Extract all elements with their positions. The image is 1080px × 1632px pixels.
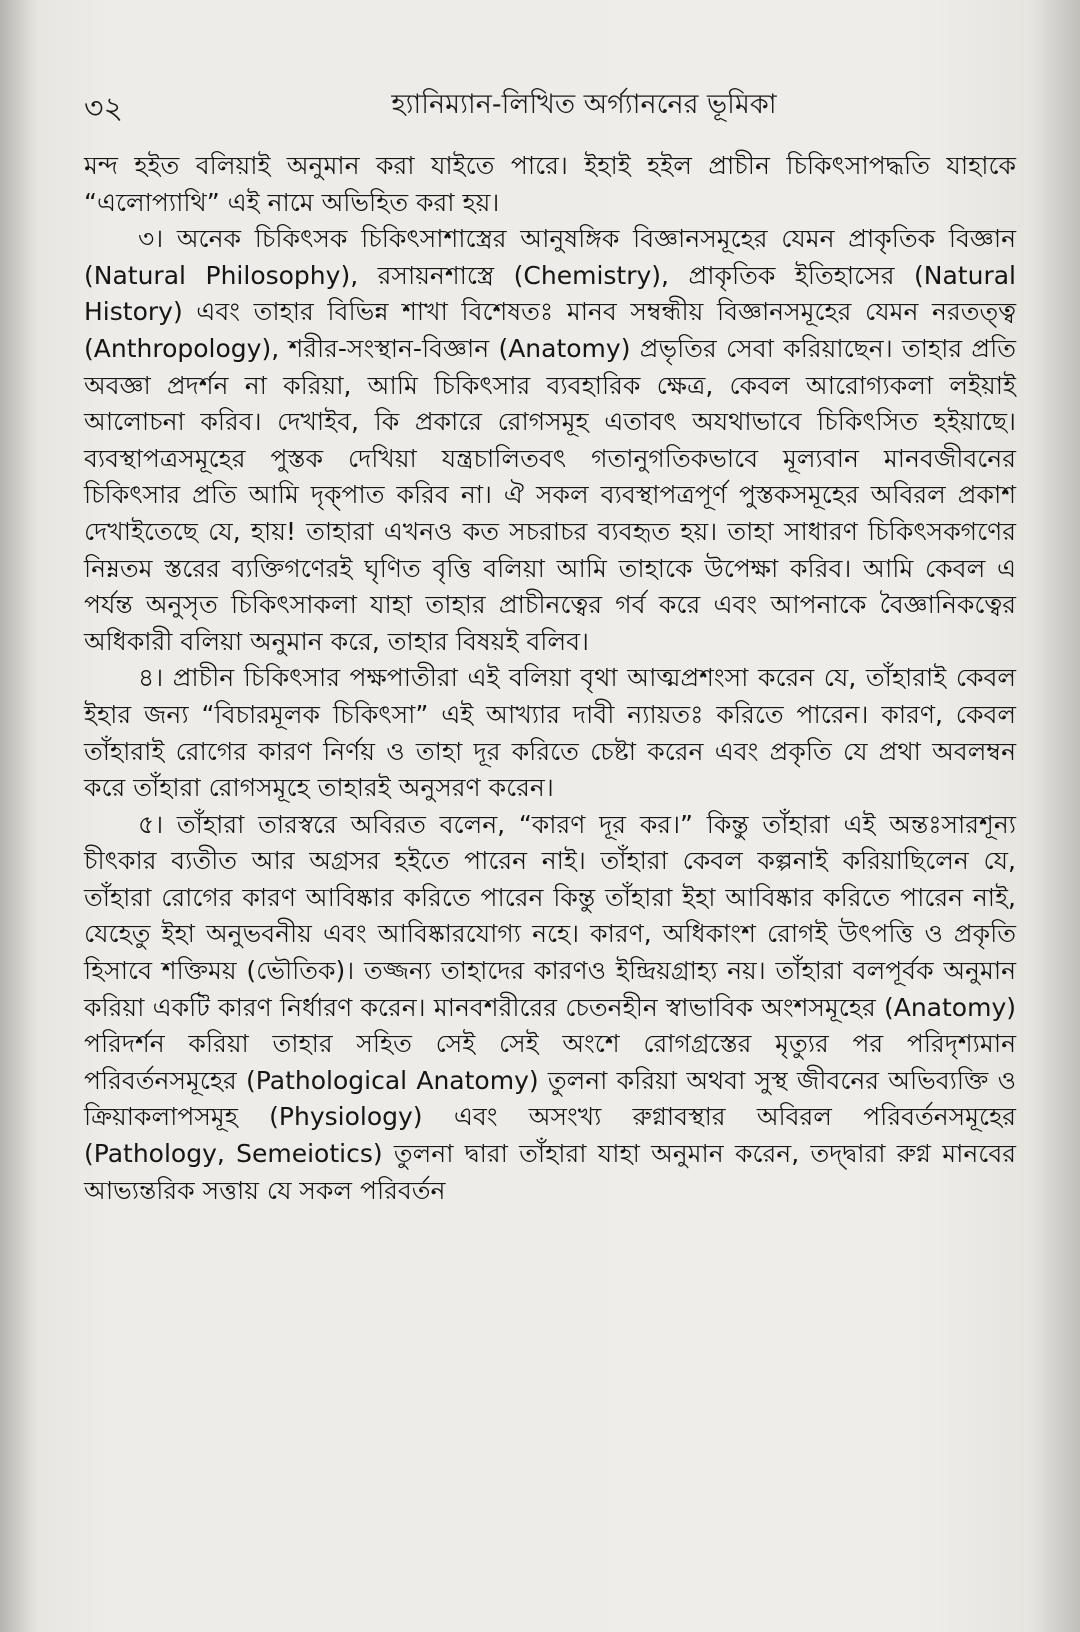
paragraph-5: ৫। তাঁহারা তারস্বরে অবিরত বলেন, “কারণ দূর কর।” কিন্তু তাঁহারা এই অন্তঃসারশূন্য চীৎকার ব্যতীত আর অগ্রসর হইতে পারেন নাই। তাঁহারা কেবল কল্পনাই করিয়াছিলেন যে, তাঁহারা রোগের কারণ আবিষ্কার করিতে পারেন কিন্তু তাঁহারা ইহা আবিষ্কার করিতে পারেন নাই, যেহেতু ইহা অনুভবনীয় এবং আবিষ্কারযোগ্য নহে। কারণ, অধিকাংশ রোগই উৎপত্তি ও প্রকৃতি হিসাবে শক্তিময় (ভৌতিক)। তজ্জন্য তাহাদের কারণও ইন্দ্রিয়গ্রাহ্য নয়। তাঁহারা বলপূর্বক অনুমান করিয়া একটি কারণ নির্ধারণ করেন। মানবশরীরের চেতনহীন স্বাভাবিক অংশসমূহের (Anatomy) পরিদর্শন করিয়া তাহার সহিত সেই সেই অংশে রোগগ্রস্তের মৃত্যুর পর পরিদৃশ্যমান পরিবর্তনসমূহের (Pathological Anatomy) তুলনা করিয়া অথবা সুস্থ জীবনের অভিব্যক্তি ও ক্রিয়াকলাপসমূহ (Physiology) এবং অসংখ্য রুগ্নাবস্থার অবিরল পরিবর্তনসমূহের (Pathology, Semeiotics) তুলনা দ্বারা তাঁহারা যাহা অনুমান করেন, তদ্দ্বারা রুগ্ন মানবের আভ্যন্তরিক সত্তায় যে সকল পরিবর্তন	[84, 809, 1016, 1205]
paragraph-3: ৩। অনেক চিকিৎসক চিকিৎসাশাস্ত্রের আনুষঙ্গিক বিজ্ঞানসমূহের যেমন প্রাকৃতিক বিজ্ঞান (Natural Philosophy), রসায়নশাস্ত্রে (Chemistry), প্রাকৃতিক ইতিহাসের (Natural History) এবং তাহার বিভিন্ন শাখা বিশেষতঃ মানব সম্বন্ধীয় বিজ্ঞানসমূহের যেমন নরতত্ত্ব (Anthropology), শরীর-সংস্থান-বিজ্ঞান (Anatomy) প্রভৃতির সেবা করিয়াছেন। তাহার প্রতি অবজ্ঞা প্রদর্শন না করিয়া, আমি চিকিৎসার ব্যবহারিক ক্ষেত্র, কেবল আরোগ্যকলা লইয়াই আলোচনা করিব। দেখাইব, কি প্রকারে রোগসমূহ এতাবৎ অযথাভাবে চিকিৎসিত হইয়াছে। ব্যবস্থাপত্রসমূহের পুস্তক দেখিয়া যন্ত্রচালিতবৎ গতানুগতিকভাবে মূল্যবান মানবজীবনের চিকিৎসার প্রতি আমি দৃক্‌পাত করিব না। ঐ সকল ব্যবস্থাপত্রপূর্ণ পুস্তকসমূহের অবিরল প্রকাশ দেখাইতেছে যে, হায়! তাহারা এখনও কত সচরাচর ব্যবহৃত হয়। তাহা সাধারণ চিকিৎসকগণের নিম্নতম স্তরের ব্যক্তিগণেরই ঘৃণিত বৃত্তি বলিয়া আমি তাহাকে উপেক্ষা করিব। আমি কেবল এ পর্যন্ত অনুসৃত চিকিৎসাকলা যাহা তাহার প্রাচীনত্বের গর্ব করে এবং আপনাকে বৈজ্ঞানিকত্বের অধিকারী বলিয়া অনুমান করে, তাহার বিষয়ই বলিব।	[84, 224, 1016, 656]
page-header	[84, 84, 1004, 134]
page-gutter-shadow	[0, 0, 40, 1632]
body-text	[84, 148, 1016, 1209]
page-number: ৩২	[84, 91, 124, 126]
page-edge-shadow	[1030, 0, 1080, 1632]
running-title: হ্যানিম্যান-লিখিত অর্গ্যাননের ভূমিকা	[391, 89, 777, 120]
paragraph-4: ৪। প্রাচীন চিকিৎসার পক্ষপাতীরা এই বলিয়া বৃথা আত্মপ্রশংসা করেন যে, তাঁহারাই কেবল ইহার জন্য “বিচারমূলক চিকিৎসা” এই আখ্যার দাবী ন্যায়তঃ করিতে পারেন। কারণ, কেবল তাঁহারাই রোগের কারণ নির্ণয় ও তাহা দূর করিতে চেষ্টা করেন এবং প্রকৃতি যে প্রথা অবলম্বন করে তাঁহারা রোগসমূহে তাহারই অনুসরণ করেন।	[84, 663, 1016, 803]
paragraph-continuation: মন্দ হইত বলিয়াই অনুমান করা যাইতে পারে। ইহাই হইল প্রাচীন চিকিৎসাপদ্ধতি যাহাকে “এলোপ্যাথি” এই নামে অভিহিত করা হয়।	[84, 151, 1016, 217]
